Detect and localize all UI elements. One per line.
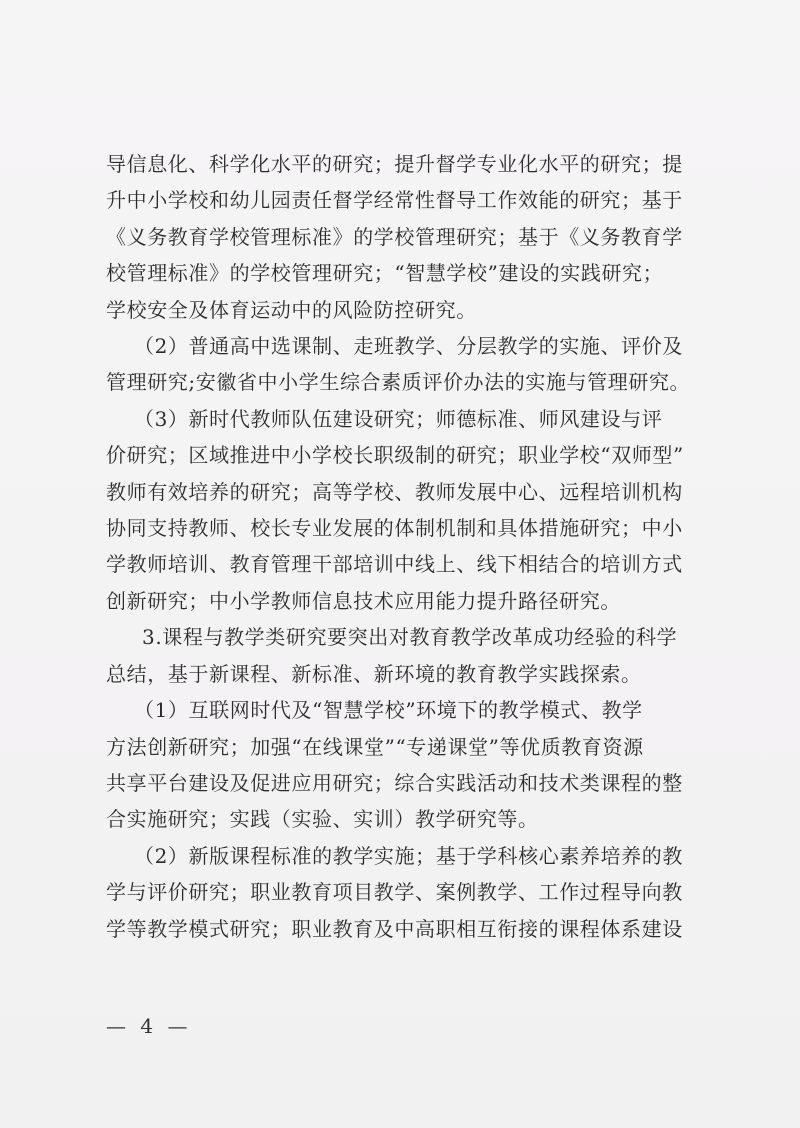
text-line: 管理研究;安徽省中小学生综合素质评价办法的实施与管理研究。: [106, 370, 691, 395]
text-line: 导信息化、科学化水平的研究；提升督学专业化水平的研究；提: [106, 152, 683, 176]
paragraph-section-3-cont: [106, 656, 726, 692]
paragraph-item-2-cont: [106, 364, 726, 400]
text-line: 《义务教育学校管理标准》的学校管理研究；基于《义务教育学: [106, 224, 683, 249]
text-line: 共享平台建设及促进应用研究；综合实践活动和技术类课程的整: [106, 770, 683, 795]
page-number: — 4 —: [106, 1014, 192, 1038]
text-line: 合实施研究；实践（实验、实训）教学研究等。: [106, 807, 539, 832]
text-line: 学与评价研究；职业教育项目教学、案例教学、工作过程导向教: [106, 880, 683, 905]
text-line: 总结，基于新课程、新标准、新环境的教育教学实践探索。: [106, 661, 642, 686]
text-line: 升中小学校和幼儿园责任督学经常性督导工作效能的研究；基于: [106, 188, 683, 213]
paragraph-continued: [106, 146, 726, 328]
paragraph-item-2: [106, 328, 726, 364]
paragraph-section-3-item-1: [106, 692, 726, 728]
text-line: 协同支持教师、校长专业发展的体制机制和具体措施研究；中小: [106, 516, 683, 541]
text-line: 3.课程与教学类研究要突出对教育教学改革成功经验的科学: [142, 625, 678, 650]
paragraph-section-3-item-2-cont: [106, 874, 726, 947]
text-line: （3）新时代教师队伍建设研究；师德标准、师风建设与评: [134, 406, 663, 431]
text-line: 学教师培训、教育管理干部培训中线上、线下相结合的培训方式: [106, 552, 683, 577]
text-line: 方法创新研究；加强“在线课堂”“专递课堂”等优质教育资源: [106, 734, 644, 759]
text-line: 校管理标准》的学校管理研究；“智慧学校”建设的实践研究；: [106, 261, 664, 286]
paragraph-section-3-item-2: [106, 838, 726, 874]
text-line: 学等教学模式研究；职业教育及中高职相互衔接的课程体系建设: [106, 916, 683, 941]
paragraph-item-3: [106, 401, 726, 437]
paragraph-section-3-item-1-cont: [106, 729, 726, 838]
text-line: 学校安全及体育运动中的风险防控研究。: [106, 297, 477, 322]
text-line: 创新研究；中小学教师信息技术应用能力提升路径研究。: [106, 588, 621, 613]
paragraph-section-3: [106, 619, 726, 655]
text-line: 教师有效培养的研究；高等学校、教师发展中心、远程培训机构: [106, 479, 683, 504]
document-body: [106, 146, 726, 947]
text-line: 价研究；区域推进中小学校长职级制的研究；职业学校“双师型”: [106, 443, 684, 468]
text-line: （1）互联网时代及“智慧学校”环境下的教学模式、教学: [134, 698, 643, 723]
text-line: （2）新版课程标准的教学实施；基于学科核心素养培养的教: [134, 843, 683, 868]
paragraph-item-3-cont: [106, 437, 726, 619]
text-line: （2）普通高中选课制、走班教学、分层教学的实施、评价及: [134, 334, 683, 359]
